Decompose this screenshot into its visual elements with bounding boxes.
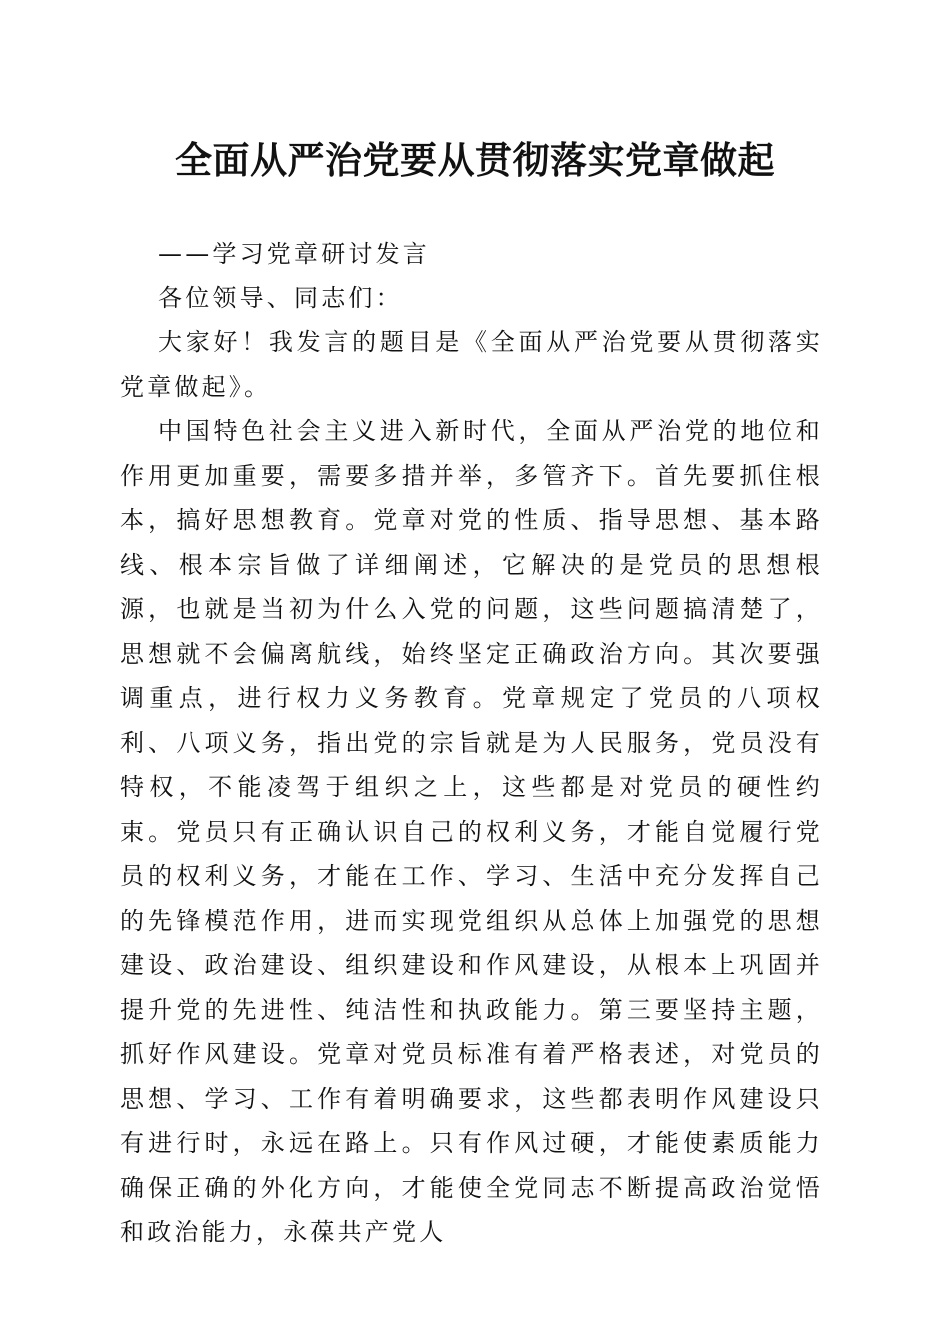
- document-title: 全面从严治党要从贯彻落实党章做起: [175, 138, 775, 182]
- salutation: 各位领导、同志们：: [158, 284, 403, 312]
- paragraph-main: 中国特色社会主义进入新时代，全面从严治党的地位和作用更加重要，需要多措并举，多管齐下。首先要抓住根本，搞好思想教育。党章对党的性质、指导思想、基本路线、根本宗旨做了详细阐述，它解决的是党员的思想根源，也就是当初为什么入党的问题，这些问题搞清楚了，思想就不会偏离航线，始终坚定正确政治方向。其次要强调重点，进行权力义务教育。党章规定了党员的八项权利、八项义务，指出党的宗旨就是为人民服务，党员没有特权，不能凌驾于组织之上，这些都是对党员的硬性约束。党员只有正确认识自己的权利义务，才能自觉履行党员的权利义务，才能在工作、学习、生活中充分发挥自己的先锋模范作用，进而实现党组织从总体上加强党的思想建设、政治建设、组织建设和作风建设，从根本上巩固并提升党的先进性、纯洁性和执政能力。第三要坚持主题，抓好作风建设。党章对党员标准有着严格表述，对党员的思想、学习、工作有着明确要求，这些都表明作风建设只有进行时，永远在路上。只有作风过硬，才能使素质能力确保正确的外化方向，才能使全党同志不断提高政治觉悟和政治能力，永葆共产党人: [120, 417, 823, 1246]
- document-subtitle: ——学习党章研讨发言: [158, 240, 430, 268]
- paragraph-intro: 大家好！我发言的题目是《全面从严治党要从贯彻落实党章做起》。: [120, 328, 823, 401]
